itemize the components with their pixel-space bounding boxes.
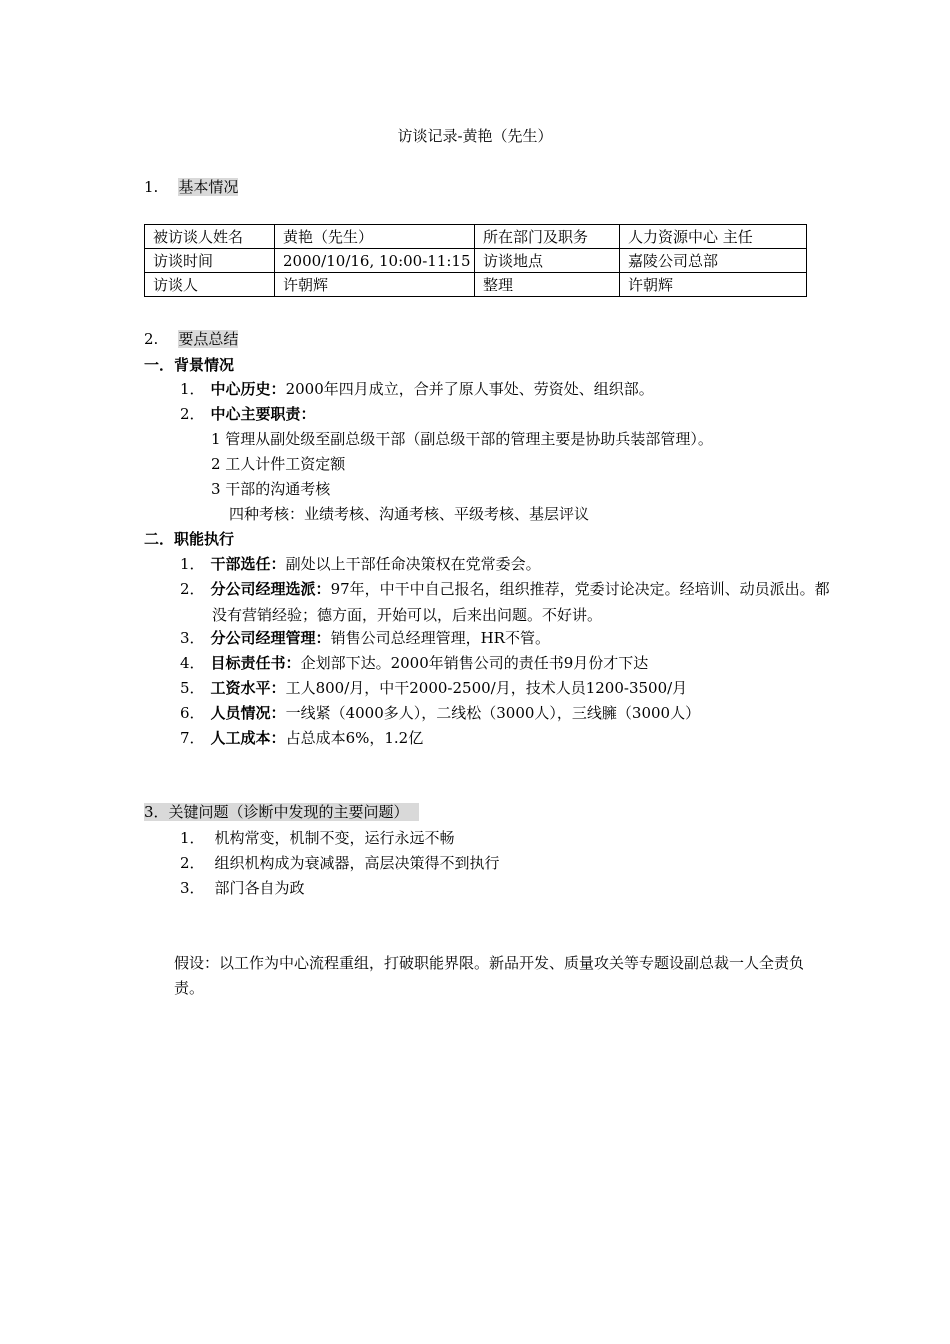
item-number: 2．: [180, 580, 205, 598]
item-label: 分公司经理选派：: [210, 580, 331, 598]
item-label: 中心历史：: [210, 380, 286, 398]
table-cell: 被访谈人姓名: [145, 225, 275, 249]
item-number: 4．: [180, 654, 205, 672]
list-item: [180, 555, 541, 573]
item-text: 97年，中干中自己报名，组织推荐，党委讨论决定。经培训、动员派出。都没有营销经验；德方面，开始可以，后来出问题。不好讲。: [212, 580, 830, 624]
item-text: 企划部下达。2000年销售公司的责任书9月份才下达: [300, 654, 649, 672]
section3-heading: [144, 803, 419, 821]
item-label: 工资水平：: [210, 679, 286, 697]
item-number: 2．: [180, 405, 205, 423]
item-text: 销售公司总经理管理，HR不管。: [330, 629, 550, 647]
item-number: 3．: [180, 629, 205, 647]
list-item: [180, 629, 550, 647]
list-item: [180, 829, 455, 847]
assessment-line: 四种考核：业绩考核、沟通考核、平级考核、基层评议: [229, 505, 590, 523]
item-number: 5．: [180, 679, 205, 697]
section2-number: 2.: [144, 330, 159, 348]
section3-label: 3．关键问题（诊断中发现的主要问题）: [144, 803, 419, 821]
duty-item: 3 干部的沟通考核: [211, 480, 331, 498]
list-item: [180, 704, 700, 722]
list-item: [180, 380, 654, 398]
item-text: 2000年四月成立，合并了原人事处、劳资处、组织部。: [285, 380, 654, 398]
item-label: 人员情况：: [210, 704, 286, 722]
table-cell: 整理: [475, 273, 620, 297]
table-cell: 所在部门及职务: [475, 225, 620, 249]
list-item: [180, 679, 687, 697]
part1-heading: 一．背景情况: [144, 356, 235, 374]
item-label: 目标责任书：: [210, 654, 301, 672]
table-cell: 人力资源中心 主任: [620, 225, 807, 249]
document-title: 访谈记录-黄艳（先生）: [397, 127, 553, 145]
section2-heading: [144, 330, 238, 348]
item-label: 中心主要职责：: [210, 405, 316, 423]
item-number: 1．: [180, 829, 205, 847]
item-number: 6．: [180, 704, 205, 722]
item-text: 组织机构成为衰减器，高层决策得不到执行: [214, 854, 500, 872]
item-text: 副处以上干部任命决策权在党常委会。: [285, 555, 541, 573]
item-text: 部门各自为政: [214, 879, 305, 897]
list-item: [180, 854, 500, 872]
table-cell: 访谈时间: [145, 249, 275, 273]
section2-label: 要点总结: [178, 330, 239, 348]
item-number: 1．: [180, 555, 205, 573]
table-cell: 许朝辉: [620, 273, 807, 297]
list-item: [180, 879, 305, 897]
item-number: 3．: [180, 879, 205, 897]
table-cell: 2000/10/16, 10:00-11:15: [275, 249, 475, 273]
table-row: [145, 249, 807, 273]
item-label: 人工成本：: [210, 729, 286, 747]
item-text: 机构常变，机制不变，运行永远不畅: [214, 829, 455, 847]
item-number: 2．: [180, 854, 205, 872]
part2-heading: 二．职能执行: [144, 530, 235, 548]
section1-heading: [144, 178, 238, 196]
item-label: 干部选任：: [210, 555, 286, 573]
table-cell: 访谈人: [145, 273, 275, 297]
table-cell: 嘉陵公司总部: [620, 249, 807, 273]
table-cell: 访谈地点: [475, 249, 620, 273]
section1-label: 基本情况: [178, 178, 239, 196]
item-number: 7．: [180, 729, 205, 747]
section1-number: 1.: [144, 178, 159, 196]
duty-item: 1 管理从副处级至副总级干部（副总级干部的管理主要是协助兵装部管理）。: [211, 430, 713, 448]
table-row: [145, 273, 807, 297]
table-cell: 许朝辉: [275, 273, 475, 297]
item-text: 工人800/月，中干2000-2500/月，技术人员1200-3500/月: [285, 679, 688, 697]
list-item: [180, 729, 423, 747]
table-cell: 黄艳（先生）: [275, 225, 475, 249]
item-label: 分公司经理管理：: [210, 629, 331, 647]
item-text: 一线紧（4000多人），二线松（3000人），三线臃（3000人）: [285, 704, 701, 722]
list-item: [180, 405, 316, 423]
duty-item: 2 工人计件工资定额: [211, 455, 346, 473]
list-item: [180, 576, 844, 628]
hypothesis-paragraph: 假设：以工作为中心流程重组，打破职能界限。新品开发、质量攻关等专题设副总裁一人全责负责。: [174, 954, 805, 997]
item-text: 占总成本6%，1.2亿: [285, 729, 424, 747]
table-row: [145, 225, 807, 249]
item-number: 1．: [180, 380, 205, 398]
basic-info-table: [144, 224, 807, 297]
list-item: [180, 654, 648, 672]
